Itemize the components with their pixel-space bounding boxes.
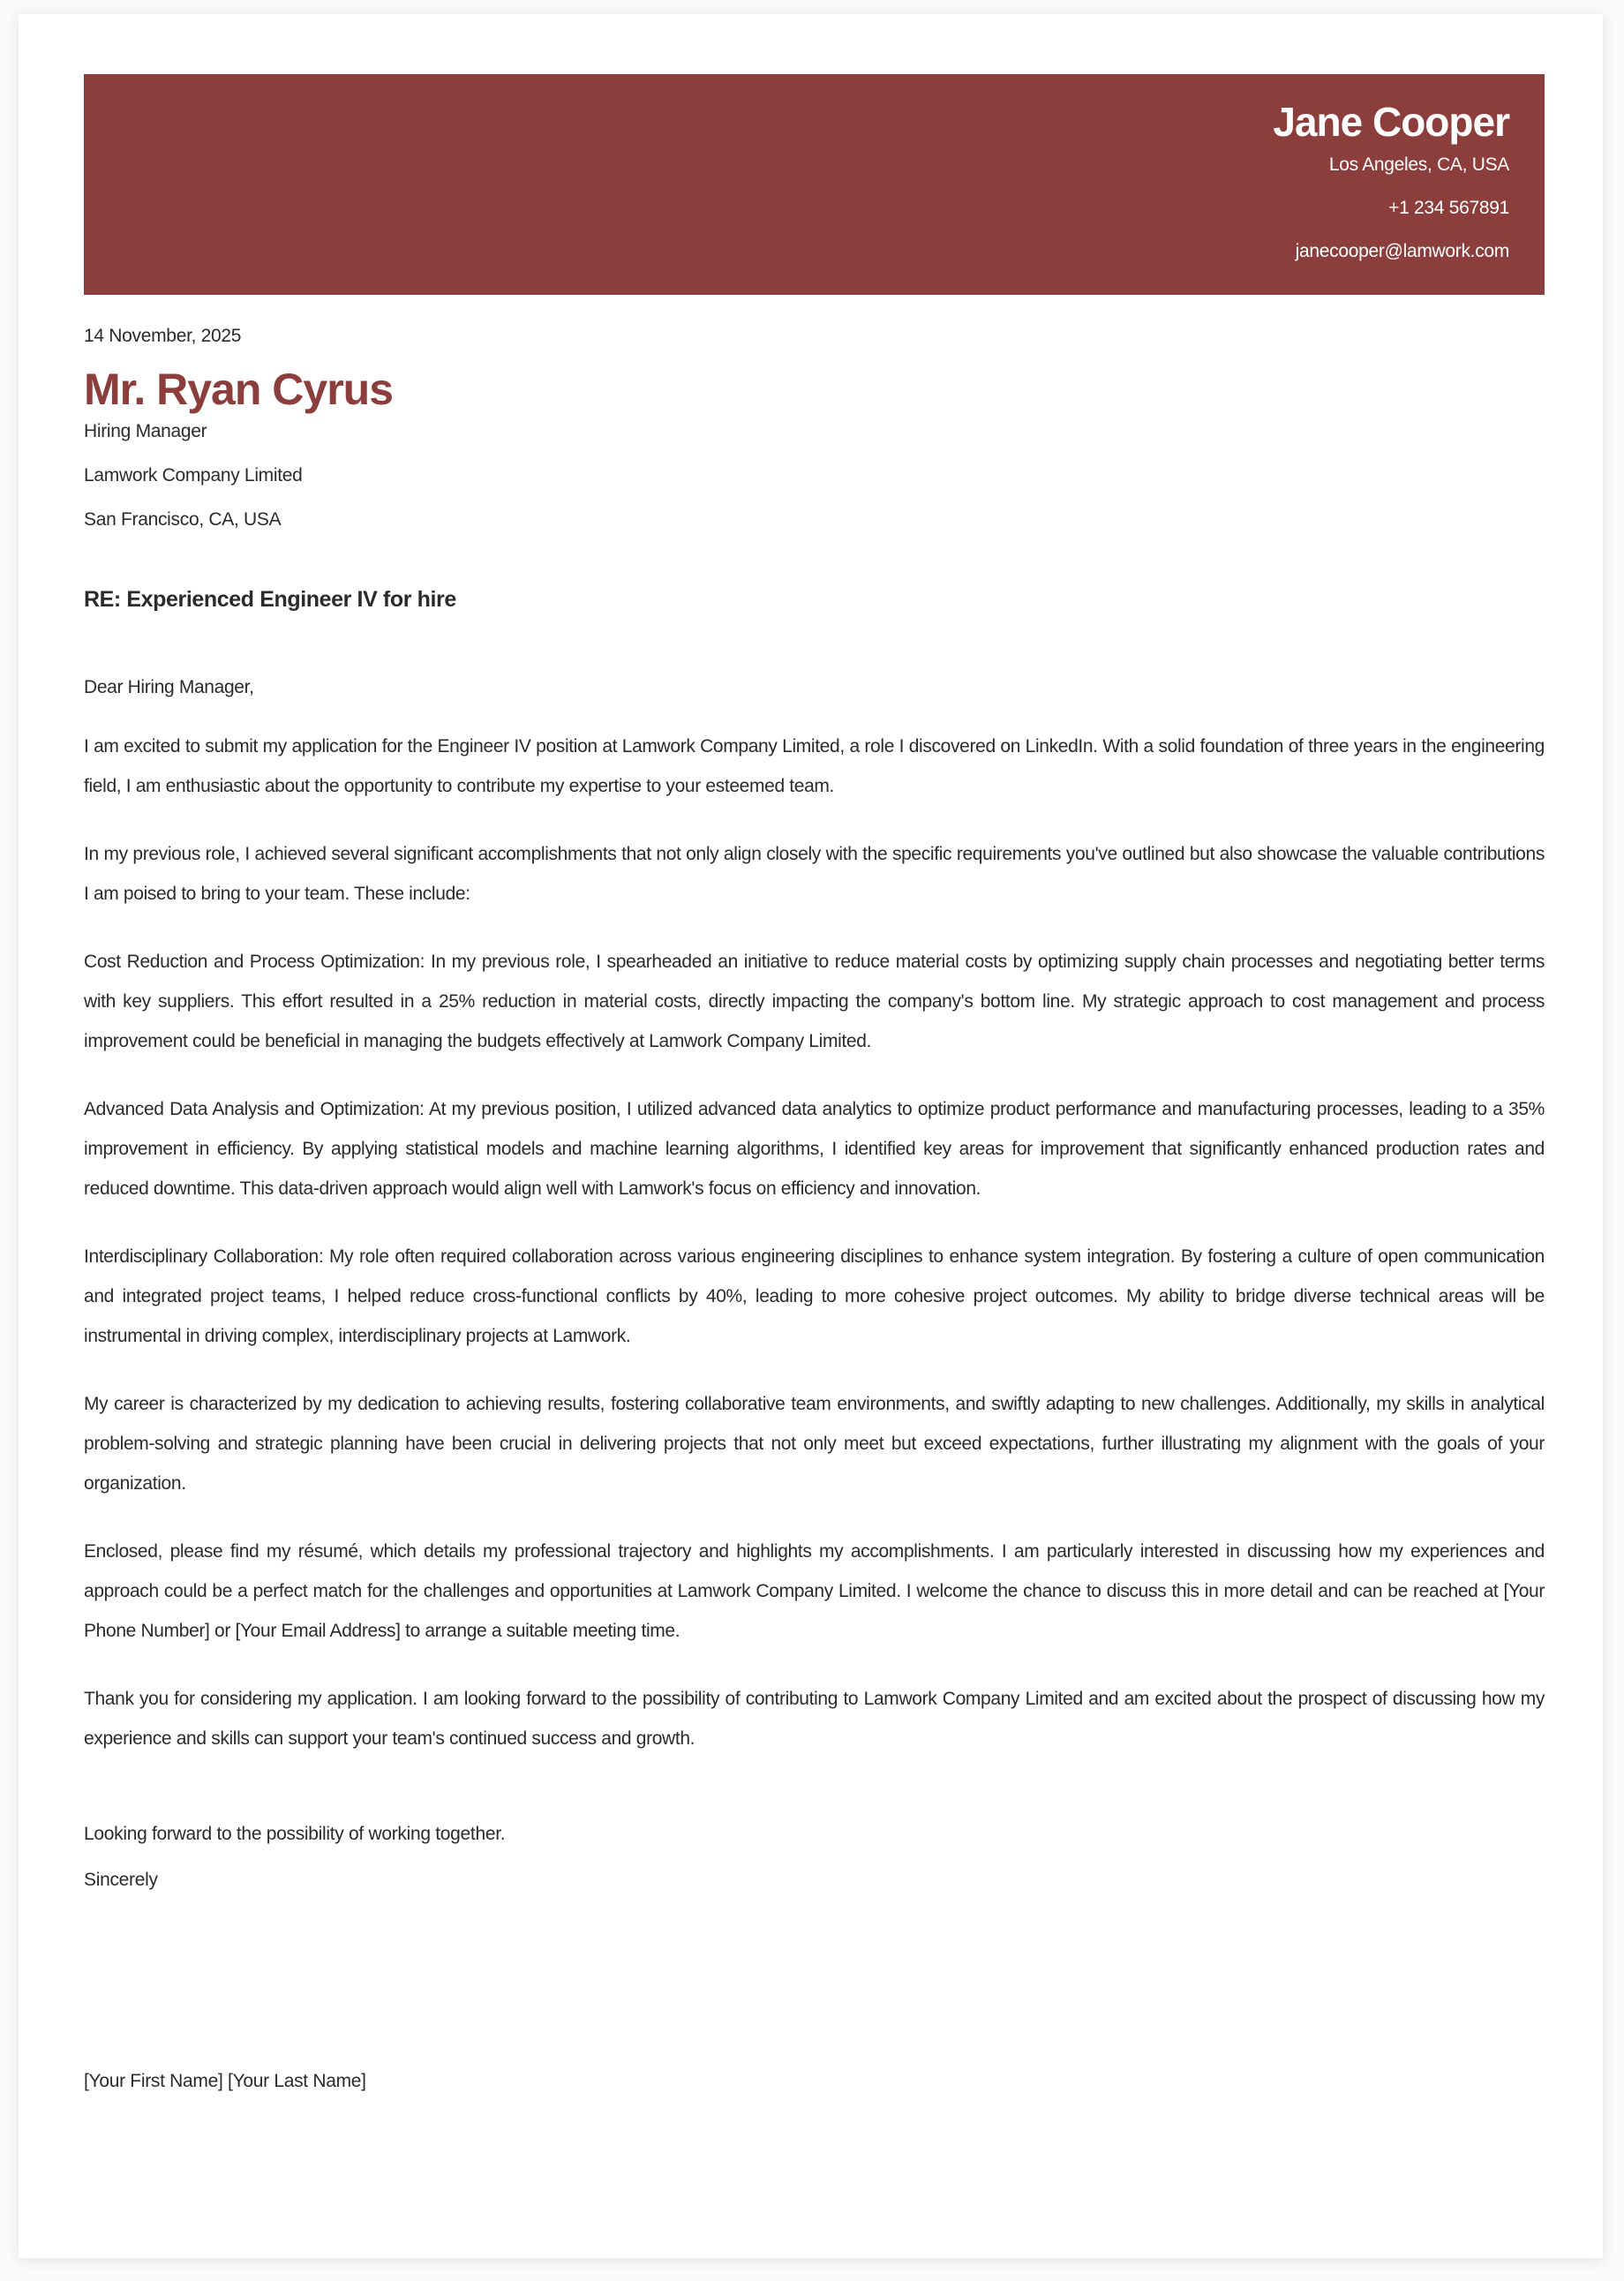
signoff: Sincerely <box>84 1870 158 1890</box>
body-paragraph: Thank you for considering my application. I am looking forward to the possibility of contributing to Lamwork Company Limited and am excited about the prospect of discussing how my experience and skills can support your team's continued success and growth. <box>84 1689 1545 1749</box>
body-paragraph: Interdisciplinary Collaboration: My role often required collaboration across various engineering disciplines to enhance system integration. By fostering a culture of open communication and integrated project teams, I helped reduce cross-functional conflicts by 40%, leading to more cohesive project outcomes. My ability to bridge diverse technical areas will be instrumental in driving complex, interdisciplinary projects at Lamwork. <box>84 1246 1545 1346</box>
sender-phone: +1 234 567891 <box>1388 198 1509 218</box>
greeting: Dear Hiring Manager, <box>84 677 254 697</box>
sender-email: janecooper@lamwork.com <box>1295 241 1509 261</box>
body-paragraph: My career is characterized by my dedication to achieving results, fostering collaborative team environments, and swiftly adapting to new challenges. Additionally, my skills in analytical problem-solving and strategic planning have been crucial in delivering projects that not only meet but exceed expectations, further illustrating my alignment with the goals of your organization. <box>84 1394 1545 1494</box>
letter-page <box>19 14 1603 2258</box>
recipient-company: Lamwork Company Limited <box>84 465 303 486</box>
body-paragraph: I am excited to submit my application for the Engineer IV position at Lamwork Company Limited, a role I discovered on LinkedIn. With a solid foundation of three years in the engineering field, I am enthusiastic about the opportunity to contribute my expertise to your esteemed team. <box>84 736 1545 796</box>
recipient-name: Mr. Ryan Cyrus <box>84 365 394 414</box>
signature-name: [Your First Name] [Your Last Name] <box>84 2071 366 2091</box>
sender-location: Los Angeles, CA, USA <box>1328 154 1509 175</box>
body-paragraph: Cost Reduction and Process Optimization: In my previous role, I spearheaded an initiative to reduce material costs by optimizing supply chain processes and negotiating better terms with key suppliers. This effort resulted in a 25% reduction in material costs, directly impacting the company's bottom line. My strategic approach to cost management and process improvement could be beneficial in managing the budgets effectively at Lamwork Company Limited. <box>84 952 1545 1051</box>
body-paragraph: In my previous role, I achieved several significant accomplishments that not only align closely with the specific requirements you've outlined but also showcase the valuable contributions I am poised to bring to your team. These include: <box>84 844 1545 904</box>
closing-line: Looking forward to the possibility of working together. <box>84 1824 506 1844</box>
body-paragraph: Advanced Data Analysis and Optimization: At my previous position, I utilized advanced data analytics to optimize product performance and manufacturing processes, leading to a 35% improvement in efficiency. By applying statistical models and machine learning algorithms, I identified key areas for improvement that significantly enhanced production rates and reduced downtime. This data-driven approach would align well with Lamwork's focus on efficiency and innovation. <box>84 1099 1545 1199</box>
sender-name: Jane Cooper <box>1273 99 1509 145</box>
sender-header <box>84 74 1545 295</box>
body-paragraph: Enclosed, please find my résumé, which details my professional trajectory and highlights my accomplishments. I am particularly interested in discussing how my experiences and approach could be a perfect match for the challenges and opportunities at Lamwork Company Limited. I welcome the chance to discuss this in more detail and can be reached at [Your Phone Number] or [Your Email Address] to arrange a suitable meeting time. <box>84 1541 1545 1641</box>
letter-content <box>84 74 1545 2092</box>
letter-subject: RE: Experienced Engineer IV for hire <box>84 587 456 612</box>
closing <box>84 1811 1545 1903</box>
letter-date: 14 November, 2025 <box>84 326 242 346</box>
recipient-title: Hiring Manager <box>84 421 207 441</box>
letter-body <box>84 667 1545 1758</box>
recipient-location: San Francisco, CA, USA <box>84 509 282 530</box>
